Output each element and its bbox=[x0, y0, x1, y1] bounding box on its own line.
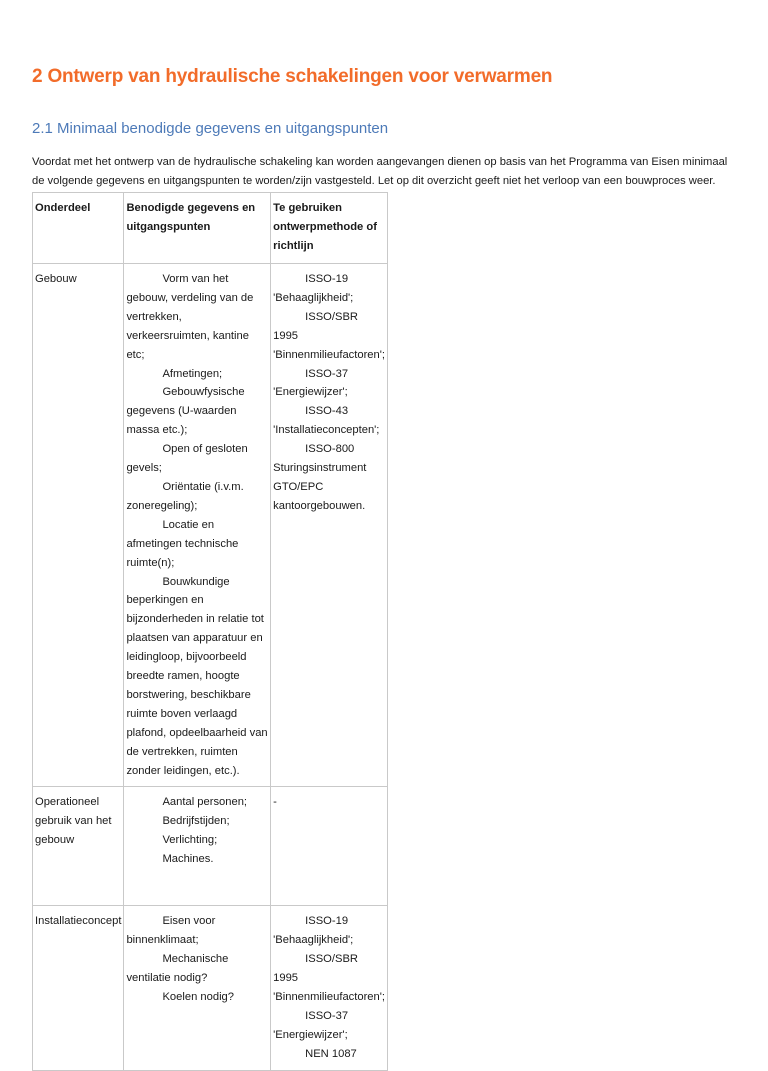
row-richtlijn-list bbox=[271, 906, 387, 1069]
intro-paragraph: Voordat met het ontwerp van de hydraulische schakeling kan worden aangevangen dienen op basis van het Programma van Eisen minimaal de volgende gegevens en uitgangspunten te worden/zijn vastgesteld. Let op dit overzicht geeft niet het verloop van een bouwproces weer. bbox=[32, 156, 728, 187]
header-gegevens: Benodigde gegevens en uitgangspunten bbox=[126, 202, 256, 233]
list-item: Eisen voor binnenklimaat; bbox=[126, 915, 216, 947]
list-item: ISSO/SBR 1995 'Binnenmilieufactoren'; bbox=[273, 310, 385, 361]
list-item: Bouwkundige beperkingen en bijzonderheden in relatie tot plaatsen van apparatuur en leidingloop, bijvoorbeeld breedte ramen, hoogte borstwering, beschikbare ruimte boven verlaagd plafond, opdeelbaarheid van de vertrekken, ruimten zonder leidingen, etc.). bbox=[126, 575, 268, 777]
list-item: Koelen nodig? bbox=[162, 991, 234, 1004]
row-onderdeel: Operationeel gebruik van het gebouw bbox=[35, 796, 112, 847]
list-item: Afmetingen; bbox=[162, 367, 223, 380]
list-item: Gebouwfysische gegevens (U-waarden massa etc.); bbox=[126, 386, 245, 437]
table-row bbox=[33, 787, 388, 906]
row-onderdeel: Gebouw bbox=[35, 273, 77, 285]
list-item: ISSO-800 Sturingsinstrument GTO/EPC kantoorgebouwen. bbox=[273, 443, 367, 512]
header-richtlijn: Te gebruiken ontwerpmethode of richtlijn bbox=[273, 202, 377, 252]
list-item: NEN 1087 bbox=[305, 1047, 357, 1060]
list-item: ISSO-37 'Energiewijzer'; bbox=[273, 367, 349, 399]
row-richtlijn-list bbox=[271, 787, 387, 818]
requirements-table bbox=[32, 192, 388, 1071]
list-item: Bedrijfstijden; bbox=[162, 815, 230, 828]
row-onderdeel: Installatieconcept bbox=[35, 915, 122, 928]
list-item: Open of gesloten gevels; bbox=[126, 443, 248, 475]
list-item: Locatie en afmetingen technische ruimte(n); bbox=[126, 518, 239, 569]
list-item: Machines. bbox=[162, 853, 214, 866]
list-item: Vorm van het gebouw, verdeling van de vertrekken, verkeersruimten, kantine etc; bbox=[126, 273, 254, 361]
list-item: Oriëntatie (i.v.m. zoneregeling); bbox=[126, 480, 244, 512]
row-gegevens-list bbox=[124, 906, 270, 1013]
list-item: ISSO/SBR 1995 'Binnenmilieufactoren'; bbox=[273, 953, 385, 1004]
list-item: Aantal personen; bbox=[162, 796, 248, 809]
header-onderdeel: Onderdeel bbox=[35, 202, 91, 214]
list-item: ISSO-19 'Behaaglijkheid'; bbox=[273, 915, 354, 947]
row-gegevens-list bbox=[124, 264, 270, 786]
list-item: ISSO-19 'Behaaglijkheid'; bbox=[273, 273, 354, 304]
chapter-heading: 2 Ontwerp van hydraulische schakelingen voor verwarmen bbox=[32, 66, 553, 87]
row-richtlijn-list bbox=[271, 264, 387, 522]
table-row bbox=[33, 906, 388, 1070]
row-gegevens-list bbox=[124, 787, 270, 875]
list-item: Mechanische ventilatie nodig? bbox=[126, 953, 229, 985]
list-item: ISSO-37 'Energiewijzer'; bbox=[273, 1010, 349, 1041]
list-item: ISSO-43 'Installatieconcepten'; bbox=[273, 405, 380, 437]
section-heading: 2.1 Minimaal benodigde gegevens en uitgangspunten bbox=[32, 120, 389, 137]
table-header-row bbox=[33, 193, 388, 264]
list-item: - bbox=[273, 796, 277, 809]
table-row bbox=[33, 264, 388, 787]
list-item: Verlichting; bbox=[162, 834, 218, 847]
